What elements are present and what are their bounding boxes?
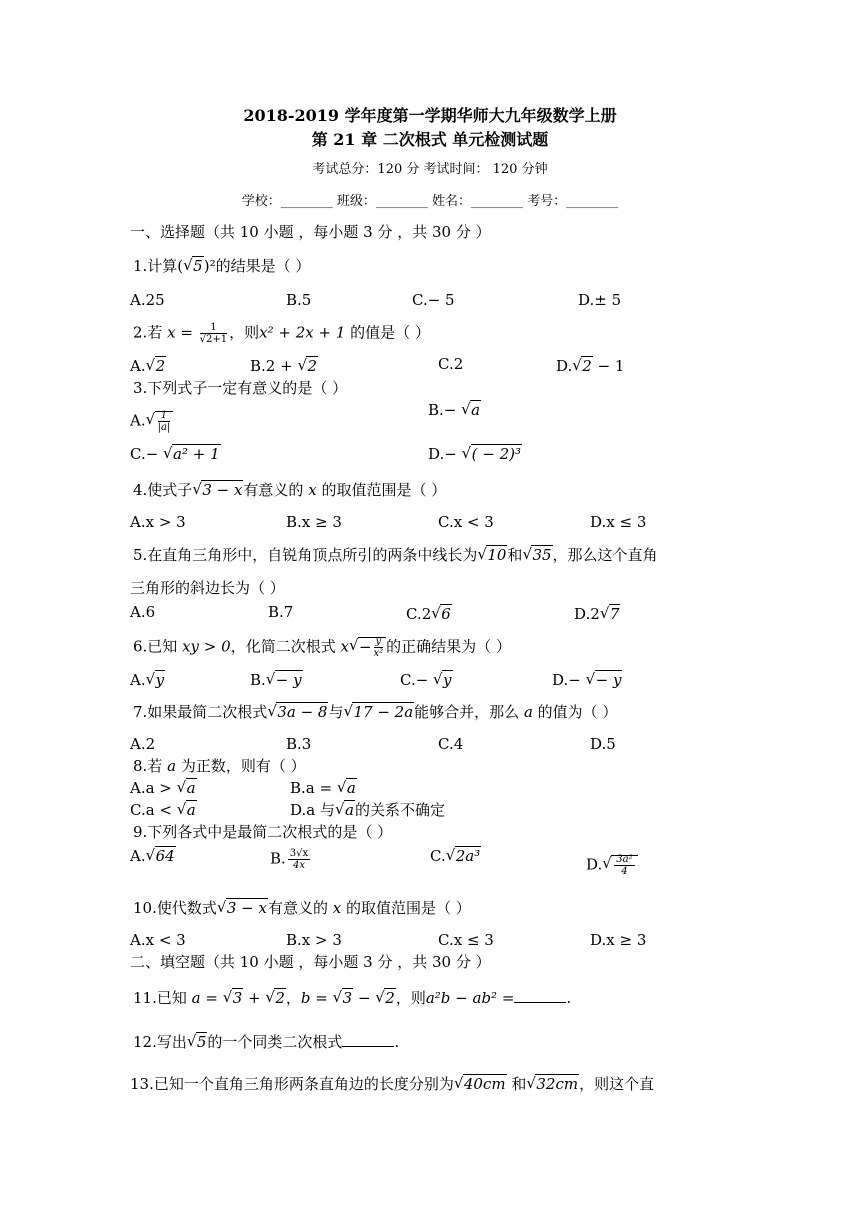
question-5: 5.在直角三角形中，自锐角顶点所引的两条中线长为√ 10和√ 35，那么这个直角 bbox=[133, 545, 658, 565]
q7-option-c: C.4 bbox=[438, 735, 464, 753]
q7-option-d: D.5 bbox=[590, 735, 616, 753]
q7-option-b: B.3 bbox=[286, 735, 312, 753]
question-1: 1.计算(√ 5)²的结果是（ ） bbox=[133, 256, 310, 276]
q7-option-a: A.2 bbox=[130, 735, 156, 753]
q9-option-d: D. √ $\frac{\text{3a²}}{4}$ bbox=[586, 854, 638, 877]
q9-option-b: B. $\frac{3√x}{4x}$ bbox=[270, 848, 309, 871]
q8-option-b: B.a = √ a bbox=[290, 778, 357, 798]
q2-option-c: C.2 bbox=[438, 355, 464, 373]
q4-option-a: A.x > 3 bbox=[130, 513, 186, 531]
q3-option-d: D.− √ ( − 2)³ bbox=[428, 444, 522, 464]
q10-option-c: C.x ≤ 3 bbox=[438, 931, 494, 949]
q8-option-a: A.a > √ a bbox=[130, 778, 197, 798]
q6-option-c: C.− √ y bbox=[400, 670, 453, 690]
q5-option-b: B.7 bbox=[268, 603, 294, 621]
answer-blank[interactable] bbox=[514, 990, 566, 1003]
q4-option-d: D.x ≤ 3 bbox=[590, 513, 647, 531]
q9-option-a: A.√ 64 bbox=[130, 846, 176, 866]
page-subtitle: 第 21 章 二次根式 单元检测试题 bbox=[311, 130, 549, 149]
student-info-line: 学校：________ 班级：________ 姓名：________ 考号：________ bbox=[241, 194, 619, 209]
section-1-title: 一、选择题（共 10 小题 ，每小题 3 分 ，共 30 分 ） bbox=[130, 223, 491, 241]
question-6: 6.已知 xy > 0，化简二次根式 x√ − $\frac{y}{\text{x²}}$ 的正确结果为（ ） bbox=[133, 636, 511, 659]
q10-option-b: B.x > 3 bbox=[286, 931, 342, 949]
question-3: 3.下列式子一定有意义的是（ ） bbox=[133, 379, 348, 397]
q1-option-a: A.25 bbox=[130, 291, 165, 309]
q2-option-d: D.√ 2 − 1 bbox=[556, 356, 624, 376]
question-7: 7.如果最简二次根式√ 3a − 8与√ 17 − 2a能够合并，那么 a 的值为（ ） bbox=[133, 702, 617, 722]
q5-option-d: D.2√ 7 bbox=[574, 604, 620, 624]
section-2-title: 二、填空题（共 10 小题 ，每小题 3 分 ，共 30 分 ） bbox=[130, 953, 491, 971]
question-12: 12.写出√ 5的一个同类二次根式 . bbox=[133, 1032, 399, 1052]
q2-option-b: B.2 + √ 2 bbox=[250, 356, 318, 376]
question-8: 8.若 a 为正数，则有（ ） bbox=[133, 757, 306, 775]
q1-option-c: C.− 5 bbox=[412, 291, 455, 309]
exam-info: 考试总分：120 分 考试时间： 120 分钟 bbox=[312, 162, 548, 177]
q3-option-a: A. √ $\frac{1}{|a|}$ bbox=[130, 410, 173, 433]
answer-blank[interactable] bbox=[342, 1034, 394, 1047]
q10-option-a: A.x < 3 bbox=[130, 931, 186, 949]
q8-option-d: D.a 与√ a的关系不确定 bbox=[290, 800, 445, 820]
page-title: 2018-2019 学年度第一学期华师大九年级数学上册 bbox=[243, 106, 617, 125]
q3-option-c: C.− √ a² + 1 bbox=[130, 444, 221, 464]
question-13: 13.已知一个直角三角形两条直角边的长度分别为√ 40cm 和√ 32cm，则这个直 bbox=[130, 1074, 654, 1094]
q4-option-c: C.x < 3 bbox=[438, 513, 494, 531]
question-5-cont: 三角形的斜边长为（ ） bbox=[130, 579, 285, 597]
question-9: 9.下列各式中是最简二次根式的是（ ） bbox=[133, 823, 393, 841]
question-2: 2.若 x = $\frac{1}{√2+1}$ ，则x² + 2x + 1 的值是（ ） bbox=[133, 322, 430, 345]
q10-option-d: D.x ≥ 3 bbox=[590, 931, 647, 949]
q5-option-c: C.2√ 6 bbox=[406, 604, 452, 624]
q1-option-d: D.± 5 bbox=[578, 291, 622, 309]
question-10: 10.使代数式√ 3 − x有意义的 x 的取值范围是（ ） bbox=[133, 898, 471, 918]
question-11: 11.已知 a = √ 3 + √ 2，b = √ 3 − √ 2，则a²b − ab² = . bbox=[133, 988, 571, 1008]
question-4: 4.使式子√ 3 − x有意义的 x 的取值范围是（ ） bbox=[133, 480, 446, 500]
q8-option-c: C.a < √ a bbox=[130, 800, 197, 820]
q4-option-b: B.x ≥ 3 bbox=[286, 513, 342, 531]
q1-option-b: B.5 bbox=[286, 291, 312, 309]
q6-option-b: B.√ − y bbox=[250, 670, 303, 690]
q9-option-c: C.√ 2a³ bbox=[430, 846, 481, 866]
q5-option-a: A.6 bbox=[130, 603, 156, 621]
q6-option-a: A.√ y bbox=[130, 670, 165, 690]
q2-option-a: A.√ 2 bbox=[130, 356, 166, 376]
q3-option-b: B.− √ a bbox=[428, 400, 481, 420]
q6-option-d: D.− √ − y bbox=[552, 670, 622, 690]
